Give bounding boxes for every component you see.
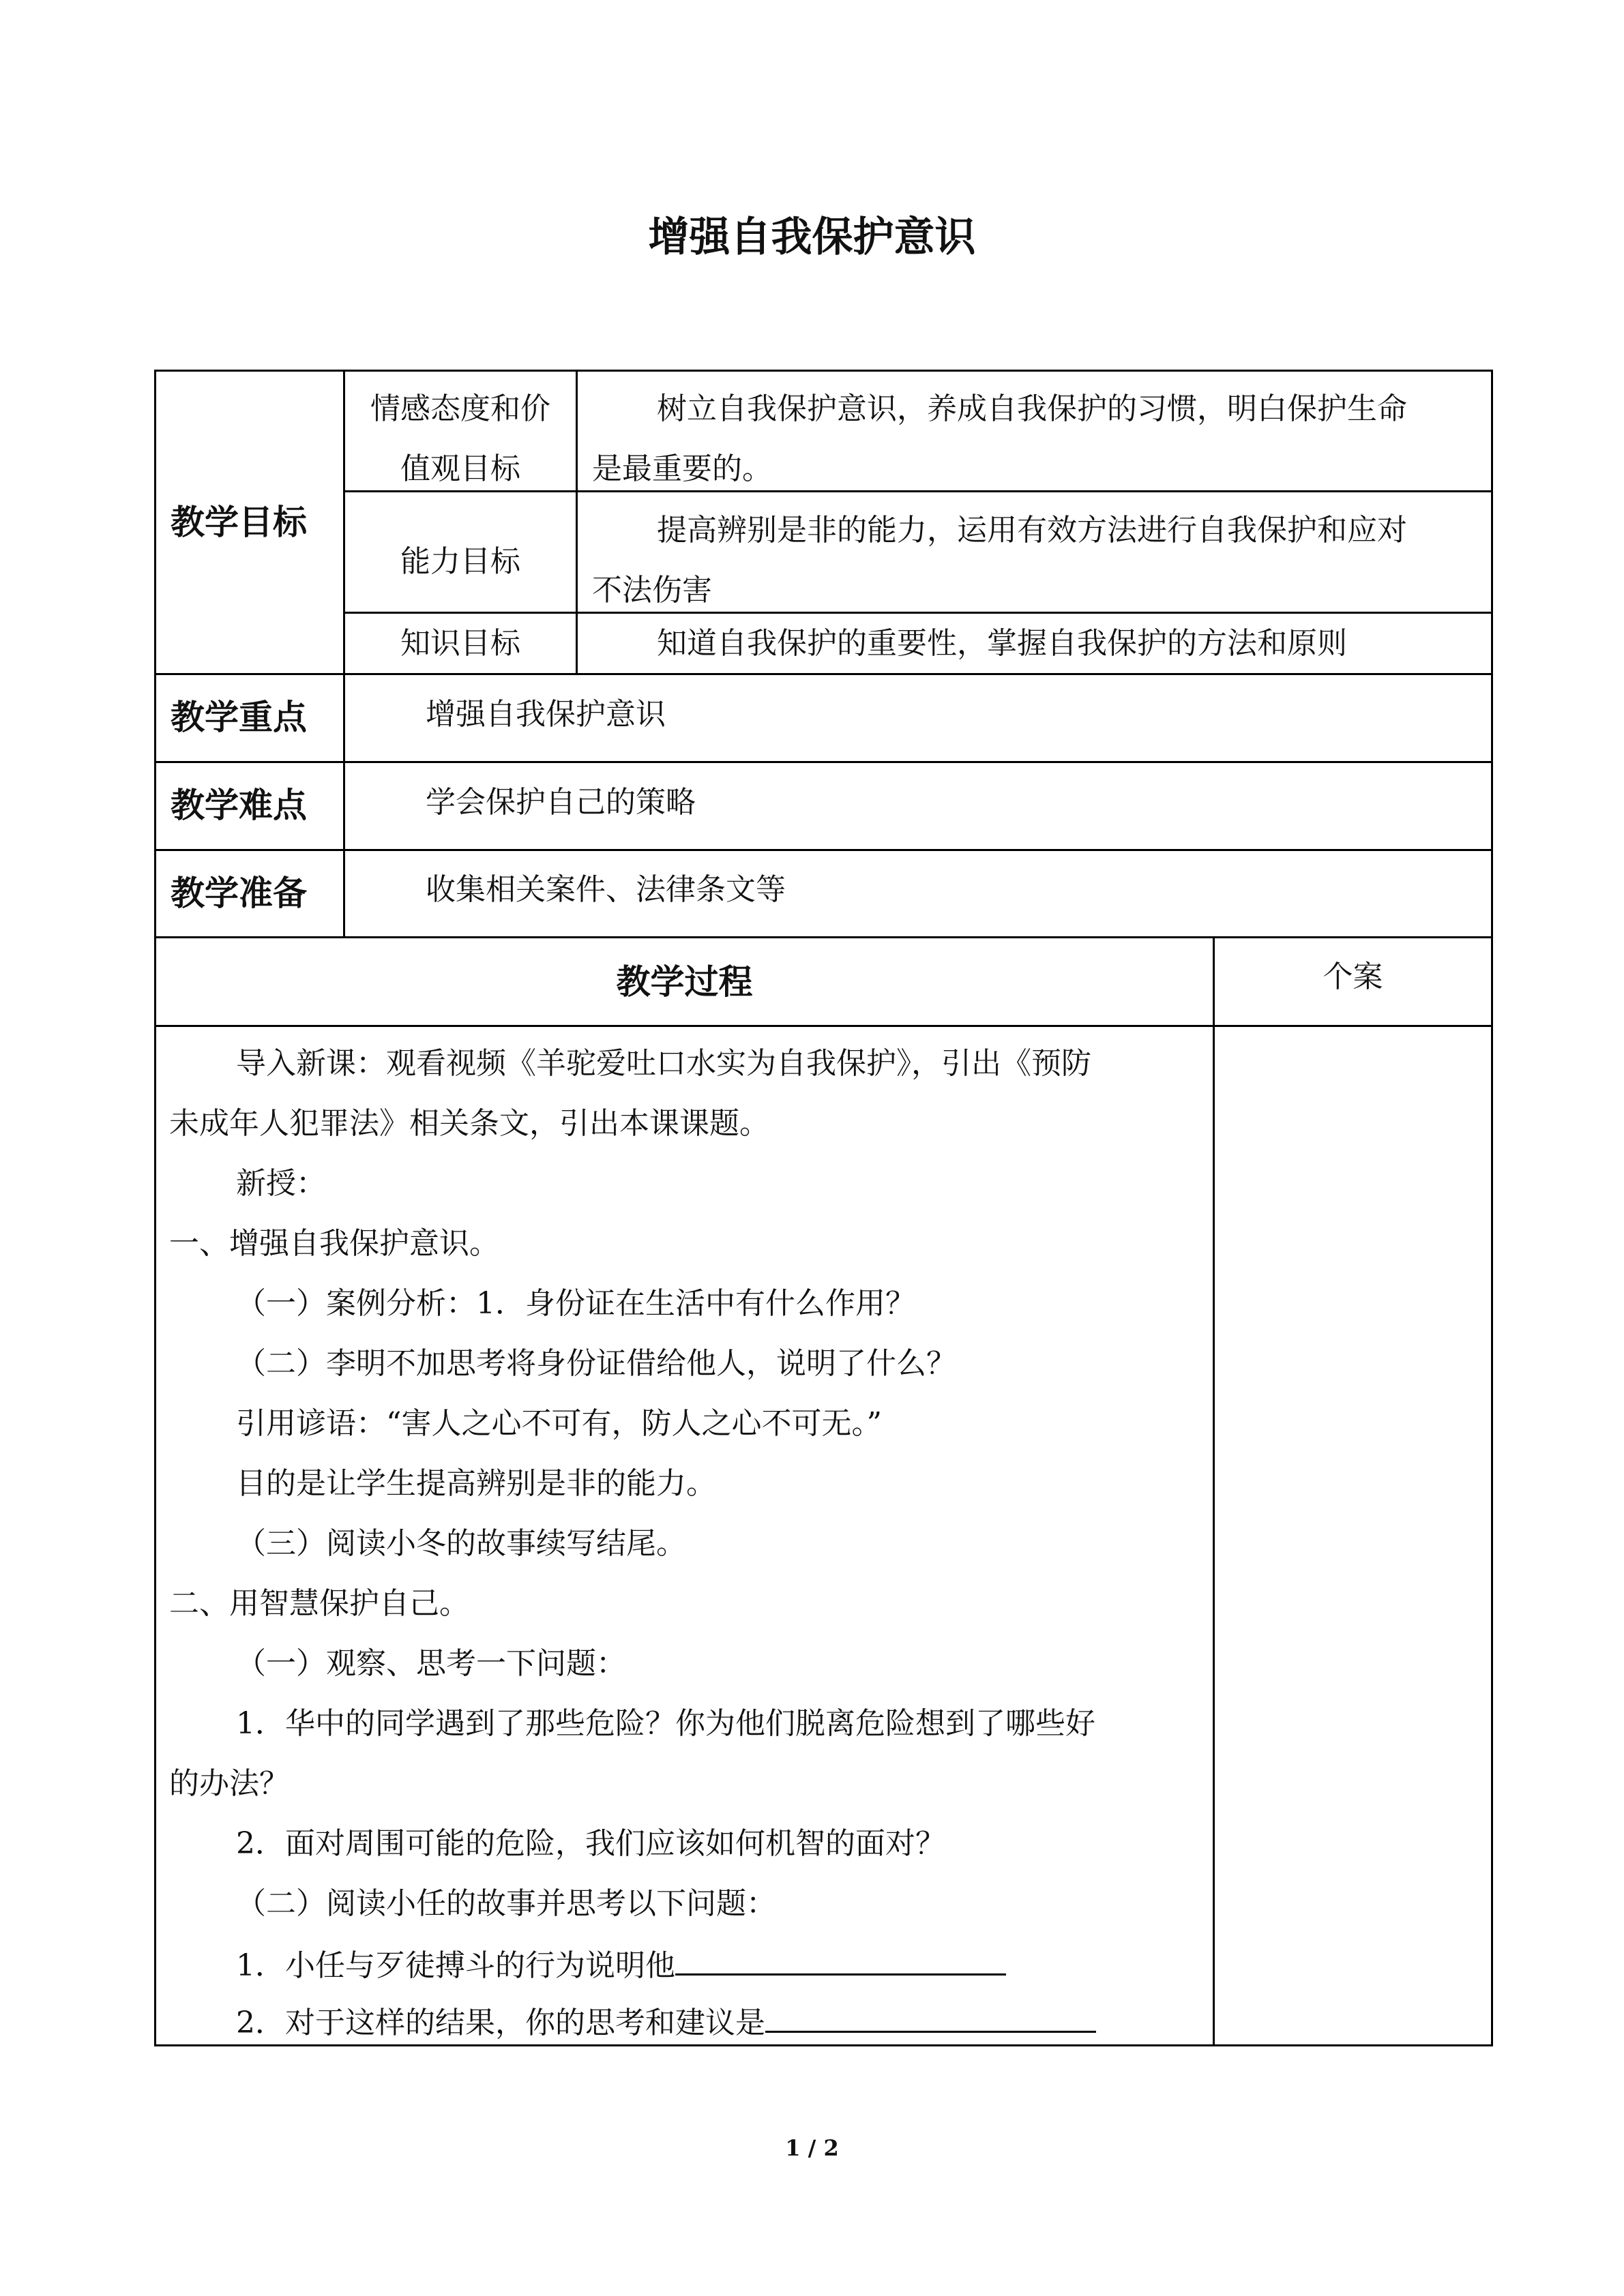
table-rule xyxy=(154,1025,1493,1027)
table-border-bottom xyxy=(154,2044,1493,2046)
process-line: （二）李明不加思考将身份证借给他人，说明了什么？ xyxy=(236,1346,956,1381)
table-border-left xyxy=(154,370,156,2046)
objective-content-affective xyxy=(592,379,1479,499)
process-line: 1．华中的同学遇到了那些危险？你为他们脱离危险想到了哪些好 xyxy=(236,1706,1095,1741)
process-line: 未成年人犯罪法》相关条文，引出本课课题。 xyxy=(169,1106,769,1141)
process-line: （一）观察、思考一下问题： xyxy=(236,1646,626,1681)
objectives-label: 教学目标 xyxy=(171,503,307,542)
process-question-line xyxy=(236,2001,1273,2044)
table-rule xyxy=(154,761,1493,763)
objective-text-line: 提高辨别是非的能力，运用有效方法进行自我保护和应对 xyxy=(657,513,1407,548)
table-rule xyxy=(576,370,578,675)
objective-category-line: 值观目标 xyxy=(400,451,520,486)
process-line: 2．面对周围可能的危险，我们应该如何机智的面对？ xyxy=(236,1826,945,1861)
page-number: 1 / 2 xyxy=(785,2135,839,2161)
process-line: 目的是让学生提高辨别是非的能力。 xyxy=(236,1466,716,1501)
table-rule xyxy=(154,673,1493,675)
key-point-value: 增强自我保护意识 xyxy=(426,697,666,732)
table-rule xyxy=(154,936,1493,938)
difficulty-value: 学会保护自己的策略 xyxy=(426,785,696,820)
table-border-right xyxy=(1491,370,1493,2046)
process-line: （二）阅读小任的故事并思考以下问题： xyxy=(236,1886,776,1921)
table-border-top xyxy=(154,370,1493,372)
objective-category-ability: 能力目标 xyxy=(400,544,520,579)
process-line: 二、用智慧保护自己。 xyxy=(169,1586,469,1621)
objective-content-ability xyxy=(592,501,1479,621)
process-side-header: 个案 xyxy=(1323,959,1383,994)
objective-text-line: 是最重要的。 xyxy=(592,451,772,486)
process-question-line xyxy=(236,1943,1273,1986)
process-question-text: 2．对于这样的结果，你的思考和建议是 xyxy=(236,2006,765,2040)
objective-text-line: 不法伤害 xyxy=(592,573,712,608)
objective-category-knowledge: 知识目标 xyxy=(400,626,520,661)
process-line: 的办法？ xyxy=(169,1766,289,1801)
preparation-label: 教学准备 xyxy=(171,874,307,913)
objective-category-line: 情感态度和价 xyxy=(370,391,550,426)
process-line: 新授： xyxy=(236,1166,326,1201)
process-question-text: 1．小任与歹徒搏斗的行为说明他 xyxy=(236,1948,675,1983)
page-title: 增强自我保护意识 xyxy=(648,213,976,261)
process-line: 引用谚语：“害人之心不可有，防人之心不可无。” xyxy=(236,1406,882,1441)
objective-category-affective xyxy=(345,379,576,499)
process-header: 教学过程 xyxy=(616,962,753,1002)
objective-content-knowledge xyxy=(592,623,1479,664)
process-line: 导入新课：观看视频《羊驼爱吐口水实为自我保护》，引出《预防 xyxy=(236,1046,1091,1081)
objective-text-line: 知道自我保护的重要性，掌握自我保护的方法和原则 xyxy=(657,626,1347,661)
answer-blank xyxy=(765,2001,1096,2033)
objective-text-line: 树立自我保护意识，养成自我保护的习惯，明白保护生命 xyxy=(657,391,1407,426)
difficulty-label: 教学难点 xyxy=(171,786,307,825)
process-line: （三）阅读小冬的故事续写结尾。 xyxy=(236,1526,686,1561)
preparation-value: 收集相关案件、法律条文等 xyxy=(426,872,786,907)
table-rule xyxy=(154,849,1493,851)
key-point-label: 教学重点 xyxy=(171,698,307,737)
process-line: 一、增强自我保护意识。 xyxy=(169,1226,499,1261)
process-line: （一）案例分析：1．身份证在生活中有什么作用？ xyxy=(236,1286,915,1321)
answer-blank xyxy=(675,1943,1006,1976)
